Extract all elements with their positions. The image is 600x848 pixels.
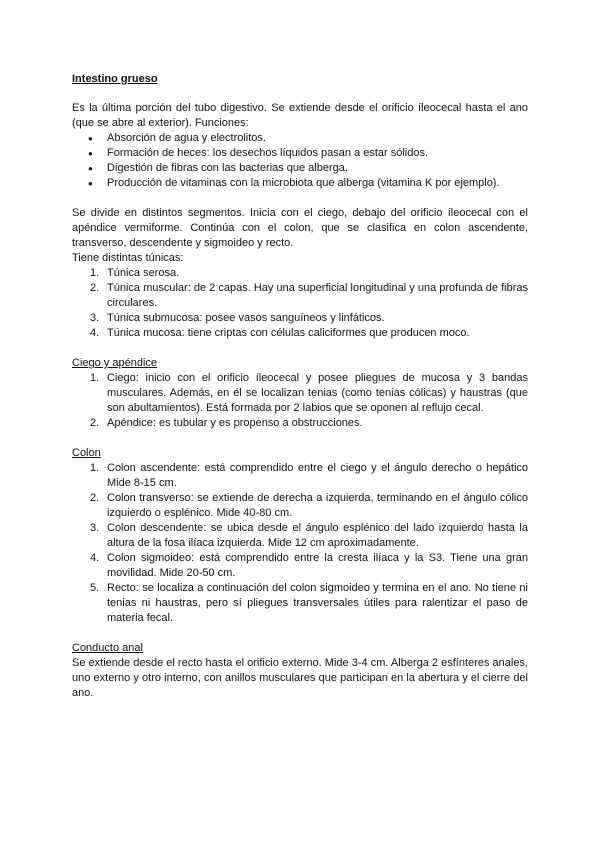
list-number: 2. — [90, 492, 100, 504]
colon-item — [72, 491, 528, 521]
tunics-intro: Tiene distintas túnicas: — [72, 252, 184, 264]
list-number: 4. — [90, 552, 100, 564]
list-text: Apéndice: es tubular y es propenso a obstrucciones. — [107, 417, 363, 429]
anal-paragraph: Se extiende desde el recto hasta el orificio externo. Mide 3-4 cm. Alberga 2 esfínteres anales, uno externo y otro interno, con anillos musculares que participan en la abertura y el cierre del ano. — [72, 657, 528, 699]
list-number: 1. — [90, 372, 100, 384]
functions-list — [72, 131, 528, 191]
list-number: 2. — [90, 282, 100, 294]
ciego-item — [72, 371, 528, 416]
section-heading-colon: Colon — [72, 447, 101, 459]
colon-list — [72, 461, 528, 626]
list-text: Colon sigmoideo: está comprendido entre la cresta ilíaca y la S3. Tiene una gran movilidad. Mide 20-50 cm. — [107, 552, 528, 579]
list-text: Recto: se localiza a continuación del colon sigmoideo y termina en el ano. No tiene ni tenias ni haustras, pero sí pliegues transversales útiles para ralentizar el paso de materia fecal. — [107, 582, 528, 624]
document-page — [72, 72, 528, 701]
colon-item — [72, 461, 528, 491]
list-number: 1. — [90, 462, 100, 474]
list-number: 4. — [90, 327, 100, 339]
list-text: Túnica serosa. — [107, 267, 180, 279]
document-title: Intestino grueso — [72, 73, 158, 85]
function-item: ● Formación de heces: los desechos líquidos pasan a estar sólidos. — [72, 146, 528, 161]
list-text: Ciego: inicio con el orificio íleocecal y posee pliegues de mucosa y 3 bandas musculares. Además, en él se localizan tenias (como tenias cólicas) y haustras (que son abultamientos). Está formada por 2 labios que se oponen al reflujo cecal. — [107, 372, 528, 414]
tunics-list — [72, 266, 528, 341]
list-number: 5. — [90, 582, 100, 594]
colon-item — [72, 581, 528, 626]
list-number: 3. — [90, 522, 100, 534]
function-item: ● Digestión de fibras con las bacterias que alberga. — [72, 161, 528, 176]
ciego-list — [72, 371, 528, 431]
tunic-item — [72, 326, 528, 341]
tunic-item — [72, 266, 528, 281]
section-heading-ciego: Ciego y apéndice — [72, 357, 158, 369]
list-number: 1. — [90, 267, 100, 279]
function-item: ● Producción de vitaminas con la microbiota que alberga (vitamina K por ejemplo). — [72, 176, 528, 191]
list-text: Túnica submucosa: posee vasos sanguíneos y linfáticos. — [107, 312, 385, 324]
list-text: Túnica muscular: de 2 capas. Hay una superficial longitudinal y una profunda de fibras circulares. — [107, 282, 528, 309]
tunic-item — [72, 281, 528, 311]
list-text: Colon ascendente: está comprendido entre el ciego y el ángulo derecho o hepático Mide 8-15 cm. — [107, 462, 528, 489]
list-text: Colon descendente: se ubica desde el ángulo esplénico del lado izquierdo hasta la altura de la fosa ilíaca izquierda. Mide 12 cm aproximadamente. — [107, 522, 528, 549]
intro-paragraph: Es la última porción del tubo digestivo. Se extiende desde el orificio íleocecal hasta el ano (que se abre al exterior). Funciones: — [72, 102, 528, 129]
ciego-item — [72, 416, 528, 431]
list-number: 3. — [90, 312, 100, 324]
list-number: 2. — [90, 417, 100, 429]
colon-item — [72, 551, 528, 581]
list-text: Túnica mucosa: tiene criptas con células caliciformes que producen moco. — [107, 327, 470, 339]
colon-item — [72, 521, 528, 551]
segments-paragraph: Se divide en distintos segmentos. Inicia con el ciego, debajo del orificio íleocecal con el apéndice vermiforme. Continúa con el colon, que se clasifica en colon ascendente, transverso, descendente y sigmoideo y recto. — [72, 207, 528, 249]
tunic-item — [72, 311, 528, 326]
function-item: ● Absorción de agua y electrolitos. — [72, 131, 528, 146]
list-text: Colon transverso: se extiende de derecha a izquierda, terminando en el ángulo cólico izquierdo o esplénico. Mide 40-80 cm. — [107, 492, 528, 519]
section-heading-anal: Conducto anal — [72, 642, 143, 654]
